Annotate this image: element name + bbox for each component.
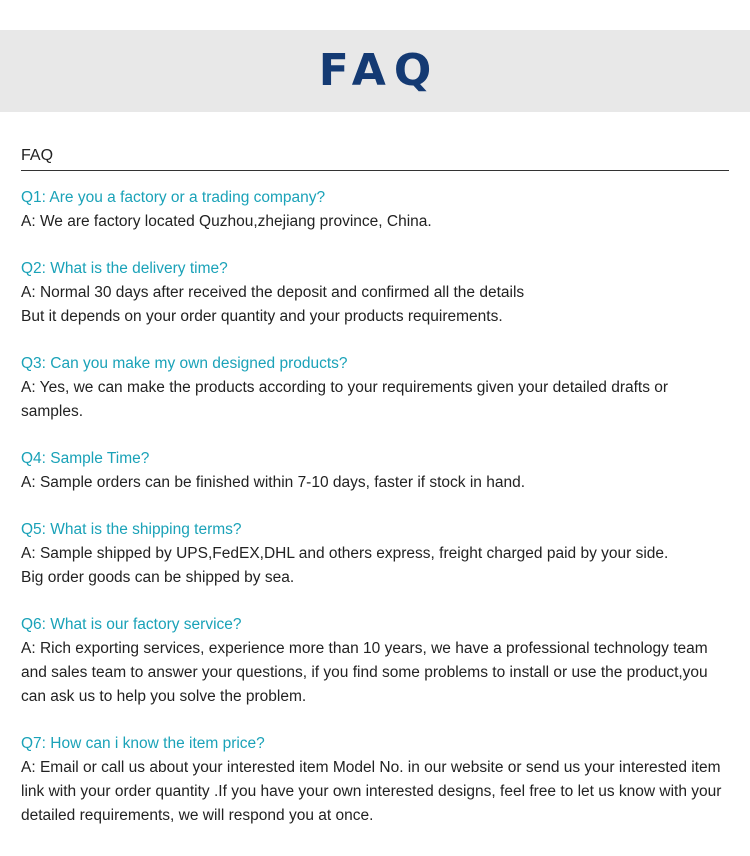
faq-answer [21,471,729,495]
faq-answer-line: A: Sample orders can be finished within 7-10 days, faster if stock in hand. [21,474,526,491]
faq-answer [21,376,729,424]
faq-answer-line: A: Normal 30 days after received the deposit and confirmed all the details [21,284,525,301]
faq-answer-line: link with your order quantity .If you have your own interested designs, feel free to let us know with your [21,783,722,800]
faq-item [21,613,729,709]
faq-question: Q6: What is our factory service? [21,616,242,633]
faq-answer-line: A: Sample shipped by UPS,FedEX,DHL and others express, freight charged paid by your side. [21,545,669,562]
faq-question: Q3: Can you make my own designed products? [21,355,348,372]
faq-item [21,352,729,424]
faq-list [21,186,729,828]
faq-item [21,257,729,329]
faq-answer-line: detailed requirements, we will respond you at once. [21,807,374,824]
faq-item [21,518,729,590]
faq-answer-line: can ask us to help you solve the problem. [21,688,307,705]
faq-item [21,186,729,234]
faq-item [21,447,729,495]
faq-answer-line: A: Email or call us about your interested item Model No. in our website or send us your interested item [21,759,721,776]
faq-answer-line: samples. [21,403,84,420]
faq-answer-line: But it depends on your order quantity and your products requirements. [21,308,503,325]
faq-banner [0,30,750,112]
faq-answer-line: A: We are factory located Quzhou,zhejiang province, China. [21,213,432,230]
faq-question: Q1: Are you a factory or a trading company? [21,189,326,206]
faq-answer [21,637,729,709]
section-heading: FAQ [21,146,729,171]
faq-item [21,732,729,828]
faq-answer-line: Big order goods can be shipped by sea. [21,569,295,586]
faq-answer-line: A: Yes, we can make the products according to your requirements given your detailed drafts or [21,379,669,396]
faq-answer [21,756,729,828]
faq-question: Q2: What is the delivery time? [21,260,228,277]
faq-answer [21,542,729,590]
faq-question: Q4: Sample Time? [21,450,150,467]
faq-content [21,146,729,851]
faq-question: Q5: What is the shipping terms? [21,521,242,538]
faq-answer [21,210,729,234]
banner-title: FAQ [318,44,440,96]
top-spacer [0,0,750,30]
faq-answer-line: and sales team to answer your questions, if you find some problems to install or use the product,you [21,664,708,681]
faq-answer [21,281,729,329]
faq-answer-line: A: Rich exporting services, experience more than 10 years, we have a professional technology team [21,640,708,657]
faq-question: Q7: How can i know the item price? [21,735,265,752]
